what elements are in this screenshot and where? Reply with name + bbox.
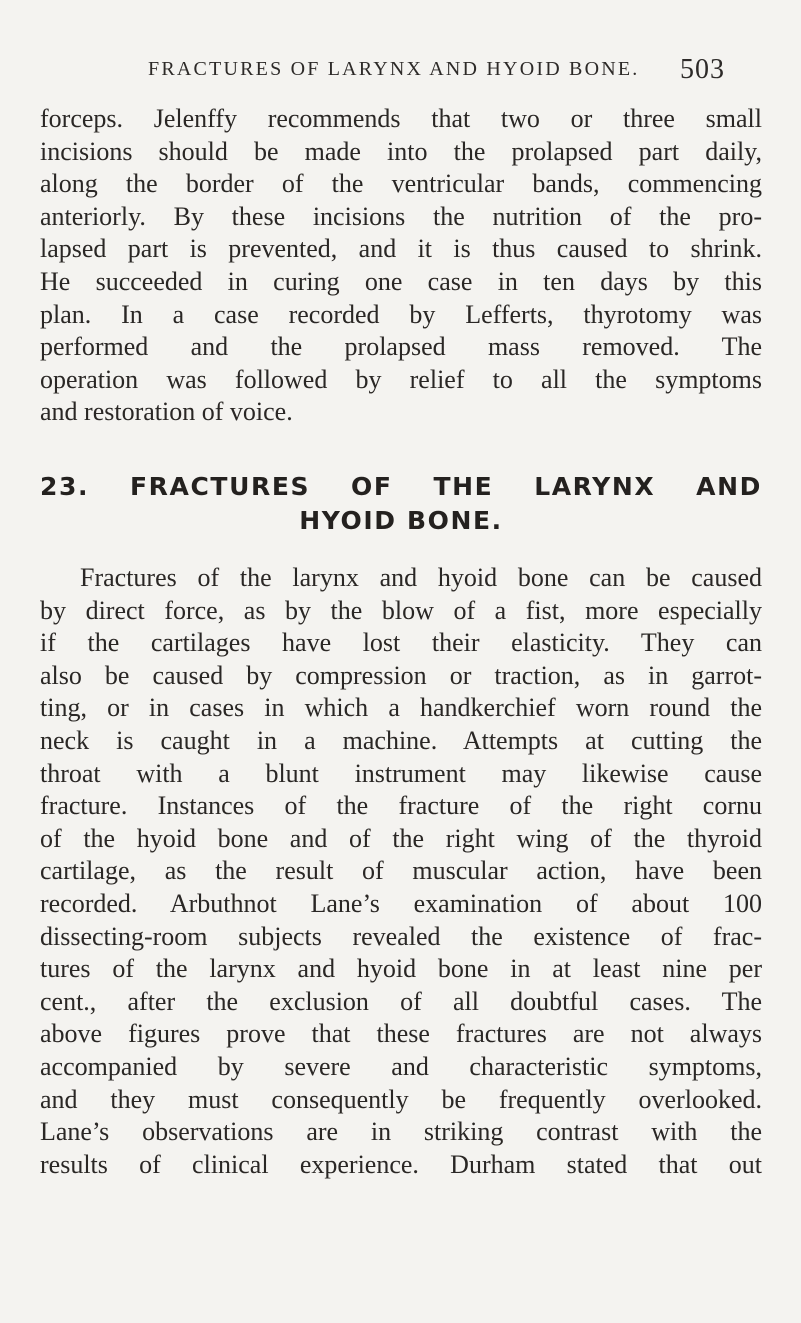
text-line: lapsed part is prevented, and it is thus caused to shrink. — [40, 234, 762, 264]
text-line: along the border of the ventricular bands, commencing — [40, 169, 762, 199]
section-heading — [40, 470, 762, 538]
text-line: throat with a blunt instrument may likewise cause — [40, 758, 762, 788]
text-line: if the cartilages have lost their elasticity. They can — [40, 628, 762, 658]
text-line: Lane’s observations are in striking contrast with the — [40, 1117, 762, 1147]
text-line: He succeeded in curing one case in ten days by this — [40, 266, 762, 296]
paragraph-prolapse-treatment — [40, 103, 762, 429]
text-line: dissecting-room subjects revealed the existence of frac- — [40, 921, 762, 951]
section-heading-line-2: HYOID BONE. — [299, 506, 503, 535]
text-line: tures of the larynx and hyoid bone in at least nine per — [40, 954, 762, 984]
running-title: FRACTURES OF LARYNX AND HYOID BONE. — [148, 58, 640, 80]
text-line: cartilage, as the result of muscular action, have been — [40, 856, 762, 886]
text-line: by direct force, as by the blow of a fist, more especially — [40, 595, 762, 625]
text-line: anteriorly. By these incisions the nutrition of the pro- — [40, 201, 762, 231]
page-number: 503 — [680, 54, 725, 85]
text-line: accompanied by severe and characteristic symptoms, — [40, 1051, 762, 1081]
text-line: also be caused by compression or traction, as in garrot- — [40, 660, 762, 690]
text-line: neck is caught in a machine. Attempts at cutting the — [40, 725, 762, 755]
text-line: performed and the prolapsed mass removed. The — [40, 332, 762, 362]
text-line: recorded. Arbuthnot Lane’s examination of about 100 — [40, 888, 762, 918]
text-line: incisions should be made into the prolapsed part daily, — [40, 136, 762, 166]
text-line: ting, or in cases in which a handkerchief worn round the — [40, 693, 762, 723]
text-line: results of clinical experience. Durham stated that out — [40, 1149, 762, 1179]
text-line: fracture. Instances of the fracture of the right cornu — [40, 791, 762, 821]
text-line: operation was followed by relief to all the symptoms — [40, 364, 762, 394]
text-line: plan. In a case recorded by Lefferts, thyrotomy was — [40, 299, 762, 329]
section-heading-line-1: 23. FRACTURES OF THE LARYNX AND — [40, 472, 762, 501]
text-line: above figures prove that these fractures are not always — [40, 1019, 762, 1049]
text-line: forceps. Jelenffy recommends that two or three small — [40, 104, 762, 133]
text-line: and they must consequently be frequently overlooked. — [40, 1084, 762, 1114]
text-line: and restoration of voice. — [40, 397, 293, 427]
text-line: Fractures of the larynx and hyoid bone can be caused — [80, 563, 762, 592]
text-line: cent., after the exclusion of all doubtful cases. The — [40, 986, 762, 1016]
paragraph-fractures — [40, 562, 762, 1181]
text-line: of the hyoid bone and of the right wing of the thyroid — [40, 823, 762, 853]
